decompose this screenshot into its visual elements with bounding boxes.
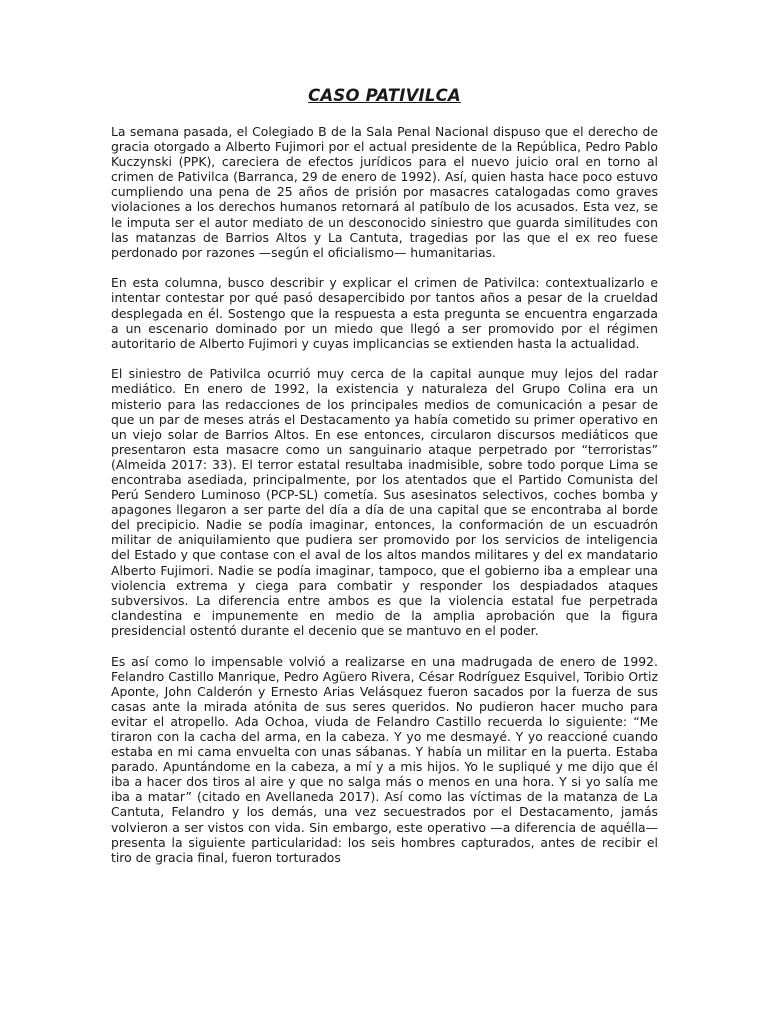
paragraph-1: La semana pasada, el Colegiado B de la Sala Penal Nacional dispuso que el derecho de gracia otorgado a Alberto Fujimori por el actual presidente de la República, Pedro Pablo Kuczynski (PPK), careciera de efectos jurídicos para el nuevo juicio oral en torno al crimen de Pativilca (Barranca, 29 de enero de 1992). Así, quien hasta hace poco estuvo cumpliendo una pena de 25 años de prisión por masacres catalogadas como graves violaciones a los derechos humanos retornará al patíbulo de los acusados. Esta vez, se le imputa ser el autor mediato de un desconocido siniestro que guarda similitudes con las matanzas de Barrios Altos y La Cantuta, tragedias por las que el ex reo fuese perdonado por razones —según el oficialismo— humanitarias.	[111, 124, 658, 260]
document-title: CASO PATIVILCA	[308, 86, 461, 105]
paragraph-2: En esta columna, busco describir y explicar el crimen de Pativilca: contextualizarlo e intentar contestar por qué pasó desapercibido por tantos años a pesar de la crueldad desplegada en él. Sostengo que la respuesta a esta pregunta se encuentra engarzada a un escenario dominado por un miedo que llegó a ser promovido por el régimen autoritario de Alberto Fujimori y cuyas implicancias se extienden hasta la actualidad.	[111, 275, 658, 351]
paragraph-4: Es así como lo impensable volvió a realizarse en una madrugada de enero de 1992. Felandro Castillo Manrique, Pedro Agüero Rivera, César Rodríguez Esquivel, Toribio Ortiz Aponte, John Calderón y Ernesto Arias Velásquez fueron sacados por la fuerza de sus casas ante la mirada atónita de sus seres queridos. No pudieron hacer mucho para evitar el atropello. Ada Ochoa, viuda de Felandro Castillo recuerda lo siguiente: “Me tiraron con la cacha del arma, en la cabeza. Y yo me desmayé. Y yo reaccioné cuando estaba en mi cama envuelta con unas sábanas. Y había un militar en la puerta. Estaba parado. Apuntándome en la cabeza, a mí y a mis hijos. Yo le supliqué y me dijo que él iba a hacer dos tiros al aire y que no salga más o menos en una hora. Y si yo salía me iba a matar” (citado en Avellaneda 2017). Así como las víctimas de la matanza de La Cantuta, Felandro y los demás, una vez secuestrados por el Destacamento, jamás volvieron a ser vistos con vida. Sin embargo, este operativo —a diferencia de aquélla— presenta la siguiente particularidad: los seis hombres capturados, antes de recibir el tiro de gracia final, fueron torturados	[111, 653, 658, 865]
paragraph-3: El siniestro de Pativilca ocurrió muy cerca de la capital aunque muy lejos del radar mediático. En enero de 1992, la existencia y naturaleza del Grupo Colina era un misterio para las redacciones de los principales medios de comunicación a pesar de que un par de meses atrás el Destacamento ya había cometido su primer operativo en un viejo solar de Barrios Altos. En ese entonces, circularon discursos mediáticos que presentaron esta masacre como un sanguinario ataque perpetrado por “terroristas” (Almeida 2017: 33). El terror estatal resultaba inadmisible, sobre todo porque Lima se encontraba asediada, principalmente, por los atentados que el Partido Comunista del Perú Sendero Luminoso (PCP-SL) cometía. Sus asesinatos selectivos, coches bomba y apagones llegaron a ser parte del día a día de una capital que se encontraba al borde del precipicio. Nadie se podía imaginar, entonces, la conformación de un escuadrón militar de aniquilamiento que pudiera ser promovido por los servicios de inteligencia del Estado y que contase con el aval de los altos mandos militares y del ex mandatario Alberto Fujimori. Nadie se podía imaginar, tampoco, que el gobierno iba a emplear una violencia extrema y ciega para combatir y responder los despiadados ataques subversivos. La diferencia entre ambos es que la violencia estatal fue perpetrada clandestina e impunemente en medio de la amplia aprobación que la figura presidencial ostentó durante el decenio que se mantuvo en el poder.	[111, 366, 658, 638]
document-page	[111, 86, 658, 880]
